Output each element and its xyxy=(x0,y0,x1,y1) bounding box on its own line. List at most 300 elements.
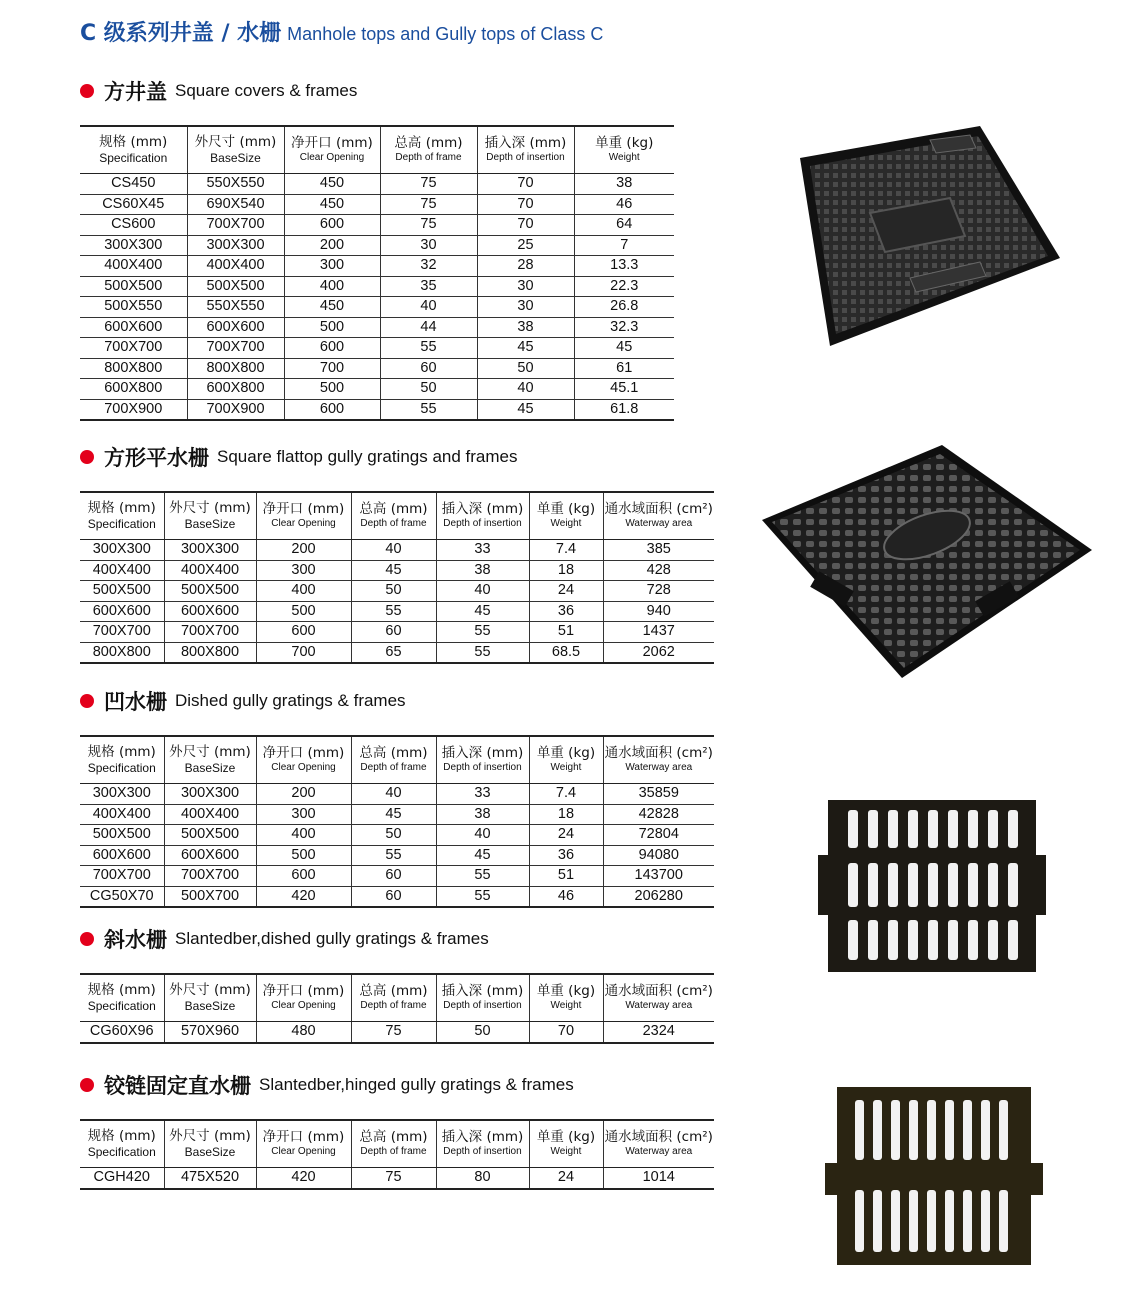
dished-grating-photo xyxy=(818,795,1046,980)
table-cell: 45 xyxy=(574,338,674,359)
table-cell: 70 xyxy=(477,194,574,215)
table-cell: 40 xyxy=(380,297,477,318)
column-header-en: Weight xyxy=(550,762,582,774)
table-cell: 500X500 xyxy=(164,825,256,846)
section-heading-dished-gratings xyxy=(80,686,406,716)
column-header-cn: 外尺寸 (mm) xyxy=(169,500,251,517)
table-cell: 24 xyxy=(529,1168,603,1189)
table-cell: 51 xyxy=(529,866,603,887)
table-cell: 800X800 xyxy=(187,358,284,379)
table-header-row xyxy=(80,974,714,1022)
table-cell: 600X600 xyxy=(164,845,256,866)
table-header-row xyxy=(80,492,714,540)
bullet-dot-icon xyxy=(80,84,94,98)
table-row xyxy=(80,581,714,602)
table-cell: 36 xyxy=(529,845,603,866)
table-cell: 550X550 xyxy=(187,174,284,195)
table-cell: CS600 xyxy=(80,215,187,236)
column-header xyxy=(351,1120,436,1168)
table-cell: 143700 xyxy=(603,866,714,887)
table-cell: 38 xyxy=(436,804,529,825)
table-cell: 400X400 xyxy=(164,804,256,825)
table-cell: 728 xyxy=(603,581,714,602)
section-title-cn: 方井盖 xyxy=(104,80,167,104)
column-header-en: Clear Opening xyxy=(271,518,336,530)
section-title-en: Dished gully gratings & frames xyxy=(175,691,406,710)
table-cell: 600 xyxy=(256,866,351,887)
column-header-en: Depth of frame xyxy=(395,152,462,164)
table-cell: 500X550 xyxy=(80,297,187,318)
table-row xyxy=(80,642,714,663)
table-cell: 38 xyxy=(477,317,574,338)
table-cell: 36 xyxy=(529,601,603,622)
table-cell: 55 xyxy=(380,338,477,359)
table-cell: 700X700 xyxy=(164,866,256,887)
table-cell: 700X700 xyxy=(187,338,284,359)
table-cell: 550X550 xyxy=(187,297,284,318)
table-cell: 300X300 xyxy=(164,540,256,561)
table-cell: 65 xyxy=(351,642,436,663)
column-header xyxy=(603,736,714,784)
table-cell: 30 xyxy=(380,235,477,256)
table-cell: 50 xyxy=(477,358,574,379)
table-cell: 18 xyxy=(529,560,603,581)
bullet-dot-icon xyxy=(80,694,94,708)
column-header-en: BaseSize xyxy=(210,151,261,166)
table-cell: 32.3 xyxy=(574,317,674,338)
table-header-row xyxy=(80,126,674,174)
table-cell: 400X400 xyxy=(80,256,187,277)
column-header-cn: 规格 (mm) xyxy=(87,982,156,999)
table-cell: 80 xyxy=(436,1168,529,1189)
table-row xyxy=(80,317,674,338)
column-header-cn: 单重 (kg) xyxy=(595,135,654,152)
column-header-cn: 插入深 (mm) xyxy=(484,135,567,152)
column-header-en: Clear Opening xyxy=(271,1000,336,1012)
table-cell: 40 xyxy=(436,581,529,602)
table-cell: 700X700 xyxy=(80,622,164,643)
column-header-en: Waterway area xyxy=(625,518,693,530)
table-row xyxy=(80,886,714,907)
column-header-cn: 净开口 (mm) xyxy=(262,1129,345,1146)
column-header-en: Depth of insertion xyxy=(443,1146,522,1158)
column-header-en: Specification xyxy=(87,761,156,776)
table-cell: CS450 xyxy=(80,174,187,195)
section-title-cn: 凹水栅 xyxy=(104,690,167,714)
table-cell: 2062 xyxy=(603,642,714,663)
table-cell: 33 xyxy=(436,540,529,561)
table-cell: 700 xyxy=(284,358,380,379)
hinged-grating-photo xyxy=(825,1085,1043,1267)
table-cell: 300X300 xyxy=(80,784,164,805)
column-header-en: Weight xyxy=(550,518,582,530)
table-cell: 570X960 xyxy=(164,1022,256,1043)
table-row xyxy=(80,235,674,256)
table-cell: 300 xyxy=(284,256,380,277)
table-cell: 200 xyxy=(256,540,351,561)
table-cell: 400X400 xyxy=(187,256,284,277)
table-cell: 500X500 xyxy=(80,825,164,846)
table-cell: 50 xyxy=(380,379,477,400)
column-header xyxy=(351,974,436,1022)
table-row xyxy=(80,1022,714,1043)
table-cell: 500X500 xyxy=(80,276,187,297)
table-cell: 400X400 xyxy=(80,804,164,825)
table-cell: 42828 xyxy=(603,804,714,825)
section-heading-hinged-gratings xyxy=(80,1070,574,1100)
table-cell: 32 xyxy=(380,256,477,277)
column-header-cn: 净开口 (mm) xyxy=(262,983,345,1000)
column-header xyxy=(256,1120,351,1168)
page-title xyxy=(80,16,603,48)
column-header xyxy=(529,492,603,540)
column-header-cn: 单重 (kg) xyxy=(536,745,596,762)
column-header xyxy=(80,492,164,540)
table-cell: 60 xyxy=(351,886,436,907)
table-cell: 44 xyxy=(380,317,477,338)
column-header-en: Depth of frame xyxy=(360,762,427,774)
table-row xyxy=(80,338,674,359)
table-cell: 600X600 xyxy=(80,601,164,622)
column-header-cn: 净开口 (mm) xyxy=(262,745,345,762)
table-cell: 35 xyxy=(380,276,477,297)
table-row xyxy=(80,804,714,825)
table-cell: 75 xyxy=(380,194,477,215)
table-row xyxy=(80,215,674,236)
column-header-en: Depth of frame xyxy=(360,518,427,530)
table-cell: 75 xyxy=(380,215,477,236)
table-cell: 2324 xyxy=(603,1022,714,1043)
table-row xyxy=(80,256,674,277)
spec-table-flattop-gratings xyxy=(80,491,714,664)
table-row xyxy=(80,622,714,643)
table-cell: 428 xyxy=(603,560,714,581)
table-cell: 50 xyxy=(351,581,436,602)
section-title-cn: 铰链固定直水栅 xyxy=(104,1074,251,1098)
section-heading-flattop-gratings xyxy=(80,442,518,472)
column-header-en: Waterway area xyxy=(625,762,693,774)
table-cell: 500 xyxy=(256,845,351,866)
table-cell: 46 xyxy=(574,194,674,215)
column-header-cn: 净开口 (mm) xyxy=(262,501,345,518)
column-header-en: BaseSize xyxy=(184,517,236,532)
table-cell: 68.5 xyxy=(529,642,603,663)
section-title-cn: 斜水栅 xyxy=(104,928,167,952)
column-header-cn: 插入深 (mm) xyxy=(441,501,524,518)
column-header-en: Depth of insertion xyxy=(443,518,522,530)
table-cell: 300 xyxy=(256,804,351,825)
table-cell: 7 xyxy=(574,235,674,256)
table-cell: 600X600 xyxy=(80,845,164,866)
table-row xyxy=(80,866,714,887)
column-header xyxy=(351,492,436,540)
table-cell: 75 xyxy=(351,1168,436,1189)
column-header-en: Specification xyxy=(87,1145,156,1160)
column-header-en: Depth of insertion xyxy=(443,762,522,774)
bullet-dot-icon xyxy=(80,450,94,464)
column-header-cn: 外尺寸 (mm) xyxy=(169,982,251,999)
table-cell: 300X300 xyxy=(80,540,164,561)
table-cell: 450 xyxy=(284,297,380,318)
table-cell: 55 xyxy=(380,399,477,420)
section-title-en: Square flattop gully gratings and frames xyxy=(217,447,518,466)
table-cell: 26.8 xyxy=(574,297,674,318)
table-cell: 600X800 xyxy=(187,379,284,400)
table-cell: 75 xyxy=(380,174,477,195)
table-cell: 40 xyxy=(351,540,436,561)
table-cell: 475X520 xyxy=(164,1168,256,1189)
table-cell: 600 xyxy=(284,399,380,420)
column-header xyxy=(603,1120,714,1168)
table-cell: 55 xyxy=(436,866,529,887)
table-cell: 600X600 xyxy=(164,601,256,622)
table-row xyxy=(80,358,674,379)
table-cell: 600X800 xyxy=(80,379,187,400)
table-cell: 500 xyxy=(284,379,380,400)
column-header-cn: 总高 (mm) xyxy=(359,745,428,762)
column-header-cn: 单重 (kg) xyxy=(536,1129,596,1146)
table-cell: 22.3 xyxy=(574,276,674,297)
column-header-en: Specification xyxy=(87,517,156,532)
column-header xyxy=(529,974,603,1022)
column-header-cn: 插入深 (mm) xyxy=(441,983,524,1000)
column-header-cn: 插入深 (mm) xyxy=(441,745,524,762)
table-cell: 500 xyxy=(256,601,351,622)
table-cell: 600 xyxy=(284,215,380,236)
table-cell: 600X600 xyxy=(187,317,284,338)
column-header xyxy=(256,974,351,1022)
table-cell: 55 xyxy=(351,601,436,622)
table-cell: 30 xyxy=(477,276,574,297)
column-header-en: Clear Opening xyxy=(271,762,336,774)
section-title-en: Slantedber,dished gully gratings & frames xyxy=(175,929,489,948)
column-header-cn: 单重 (kg) xyxy=(536,983,596,1000)
table-row xyxy=(80,379,674,400)
column-header xyxy=(603,974,714,1022)
table-cell: 24 xyxy=(529,581,603,602)
table-cell: 500X500 xyxy=(80,581,164,602)
table-cell: 61.8 xyxy=(574,399,674,420)
column-header xyxy=(80,1120,164,1168)
column-header-cn: 通水域面积 (cm²) xyxy=(604,501,713,518)
column-header xyxy=(351,736,436,784)
table-cell: 61 xyxy=(574,358,674,379)
table-cell: 40 xyxy=(477,379,574,400)
table-cell: 300X300 xyxy=(80,235,187,256)
column-header xyxy=(80,736,164,784)
column-header-en: Weight xyxy=(550,1000,582,1012)
table-cell: 300 xyxy=(256,560,351,581)
table-cell: 30 xyxy=(477,297,574,318)
section-heading-slanted-dished xyxy=(80,924,489,954)
column-header-en: Depth of frame xyxy=(360,1146,427,1158)
table-cell: 38 xyxy=(574,174,674,195)
page-title-cn: C 级系列井盖 / 水栅 xyxy=(80,21,282,46)
table-row xyxy=(80,601,714,622)
table-cell: 400 xyxy=(284,276,380,297)
column-header xyxy=(80,974,164,1022)
table-cell: 700X700 xyxy=(80,866,164,887)
table-row xyxy=(80,194,674,215)
column-header xyxy=(256,492,351,540)
column-header-cn: 规格 (mm) xyxy=(99,134,168,151)
table-cell: 7.4 xyxy=(529,540,603,561)
column-header xyxy=(164,1120,256,1168)
column-header xyxy=(529,1120,603,1168)
table-cell: 55 xyxy=(436,622,529,643)
column-header-cn: 规格 (mm) xyxy=(87,744,156,761)
table-cell: 64 xyxy=(574,215,674,236)
table-cell: 38 xyxy=(436,560,529,581)
section-heading-square-covers xyxy=(80,76,357,106)
spec-table-slanted-dished xyxy=(80,973,714,1044)
table-cell: 400X400 xyxy=(164,560,256,581)
table-row xyxy=(80,1168,714,1189)
table-cell: 60 xyxy=(380,358,477,379)
column-header-cn: 插入深 (mm) xyxy=(441,1129,524,1146)
column-header-cn: 通水域面积 (cm²) xyxy=(604,1129,713,1146)
table-cell: 450 xyxy=(284,194,380,215)
bullet-dot-icon xyxy=(80,1078,94,1092)
table-cell: 40 xyxy=(436,825,529,846)
section-title-en: Square covers & frames xyxy=(175,81,358,100)
column-header-en: Specification xyxy=(99,151,168,166)
section-title-en: Slantedber,hinged gully gratings & frames xyxy=(259,1075,574,1094)
column-header-cn: 总高 (mm) xyxy=(359,501,428,518)
column-header xyxy=(380,126,477,174)
table-cell: 480 xyxy=(256,1022,351,1043)
table-cell: 300X300 xyxy=(187,235,284,256)
column-header-cn: 规格 (mm) xyxy=(87,500,156,517)
flattop-grating-photo xyxy=(752,440,1097,685)
column-header xyxy=(164,736,256,784)
table-cell: 18 xyxy=(529,804,603,825)
table-row xyxy=(80,399,674,420)
column-header-en: Waterway area xyxy=(625,1146,693,1158)
column-header-cn: 通水域面积 (cm²) xyxy=(604,983,713,1000)
table-cell: 72804 xyxy=(603,825,714,846)
table-cell: 385 xyxy=(603,540,714,561)
table-cell: 1014 xyxy=(603,1168,714,1189)
table-cell: 940 xyxy=(603,601,714,622)
column-header-cn: 外尺寸 (mm) xyxy=(169,744,251,761)
table-cell: 1437 xyxy=(603,622,714,643)
column-header-cn: 总高 (mm) xyxy=(394,135,463,152)
table-cell: 800X800 xyxy=(92,643,151,660)
table-row xyxy=(80,297,674,318)
table-cell: 70 xyxy=(529,1022,603,1043)
table-cell: 24 xyxy=(529,825,603,846)
table-cell: 700X700 xyxy=(187,215,284,236)
column-header xyxy=(436,492,529,540)
table-cell: 500X700 xyxy=(164,886,256,907)
bullet-dot-icon xyxy=(80,932,94,946)
table-cell: 500X500 xyxy=(187,276,284,297)
table-cell: 60 xyxy=(351,622,436,643)
table-cell: 60 xyxy=(351,866,436,887)
section-title-cn: 方形平水栅 xyxy=(104,446,209,470)
table-cell: 420 xyxy=(256,1168,351,1189)
table-cell: 800X800 xyxy=(80,358,187,379)
table-cell: 46 xyxy=(529,886,603,907)
table-cell: 50 xyxy=(436,1022,529,1043)
table-cell: 25 xyxy=(477,235,574,256)
table-cell: 75 xyxy=(351,1022,436,1043)
table-cell: 45 xyxy=(436,601,529,622)
column-header xyxy=(187,126,284,174)
column-header xyxy=(436,974,529,1022)
table-cell: 28 xyxy=(477,256,574,277)
column-header xyxy=(574,126,674,174)
column-header-en: Depth of insertion xyxy=(443,1000,522,1012)
table-cell: 700 xyxy=(256,642,351,663)
table-cell: 55 xyxy=(436,642,529,663)
table-cell: CG50X70 xyxy=(89,887,154,904)
spec-table-square-covers xyxy=(80,125,674,421)
column-header-en: Specification xyxy=(87,999,156,1014)
column-header-cn: 总高 (mm) xyxy=(359,1129,428,1146)
table-cell: 500X500 xyxy=(164,581,256,602)
column-header-cn: 通水域面积 (cm²) xyxy=(604,745,713,762)
table-cell: 50 xyxy=(351,825,436,846)
column-header xyxy=(529,736,603,784)
table-cell: 420 xyxy=(256,886,351,907)
page-title-en: Manhole tops and Gully tops of Class C xyxy=(287,24,604,44)
table-cell: 45 xyxy=(477,338,574,359)
table-cell: CS60X45 xyxy=(80,194,187,215)
column-header xyxy=(284,126,380,174)
table-cell: 500 xyxy=(284,317,380,338)
table-cell: 400 xyxy=(256,825,351,846)
table-cell: 200 xyxy=(256,784,351,805)
table-cell: CGH420 xyxy=(93,1169,150,1185)
spec-table-dished-gratings xyxy=(80,735,714,908)
column-header-en: Depth of frame xyxy=(360,1000,427,1012)
table-cell: 206280 xyxy=(603,886,714,907)
table-cell: 55 xyxy=(436,886,529,907)
square-cover-photo xyxy=(760,118,1070,358)
column-header xyxy=(477,126,574,174)
column-header-cn: 外尺寸 (mm) xyxy=(169,1128,251,1145)
table-cell: 450 xyxy=(284,174,380,195)
column-header xyxy=(164,492,256,540)
table-cell: 800X800 xyxy=(164,642,256,663)
table-cell: 600 xyxy=(284,338,380,359)
table-cell: 51 xyxy=(529,622,603,643)
table-cell: 33 xyxy=(436,784,529,805)
column-header-en: Depth of insertion xyxy=(486,152,565,164)
column-header-cn: 净开口 (mm) xyxy=(291,135,373,152)
column-header-en: Clear Opening xyxy=(271,1146,336,1158)
table-cell: 700X900 xyxy=(104,400,163,417)
table-cell: 300X300 xyxy=(164,784,256,805)
spec-table-hinged-gratings xyxy=(80,1119,714,1190)
column-header xyxy=(436,1120,529,1168)
column-header-cn: 规格 (mm) xyxy=(87,1128,156,1145)
table-header-row xyxy=(80,1120,714,1168)
column-header-en: Weight xyxy=(608,152,640,164)
table-row xyxy=(80,174,674,195)
column-header-en: Waterway area xyxy=(625,1000,693,1012)
table-header-row xyxy=(80,736,714,784)
table-cell: 200 xyxy=(284,235,380,256)
table-cell: 40 xyxy=(351,784,436,805)
table-cell: 70 xyxy=(477,215,574,236)
column-header xyxy=(436,736,529,784)
table-row xyxy=(80,276,674,297)
table-row xyxy=(80,825,714,846)
table-cell: 600X600 xyxy=(80,317,187,338)
